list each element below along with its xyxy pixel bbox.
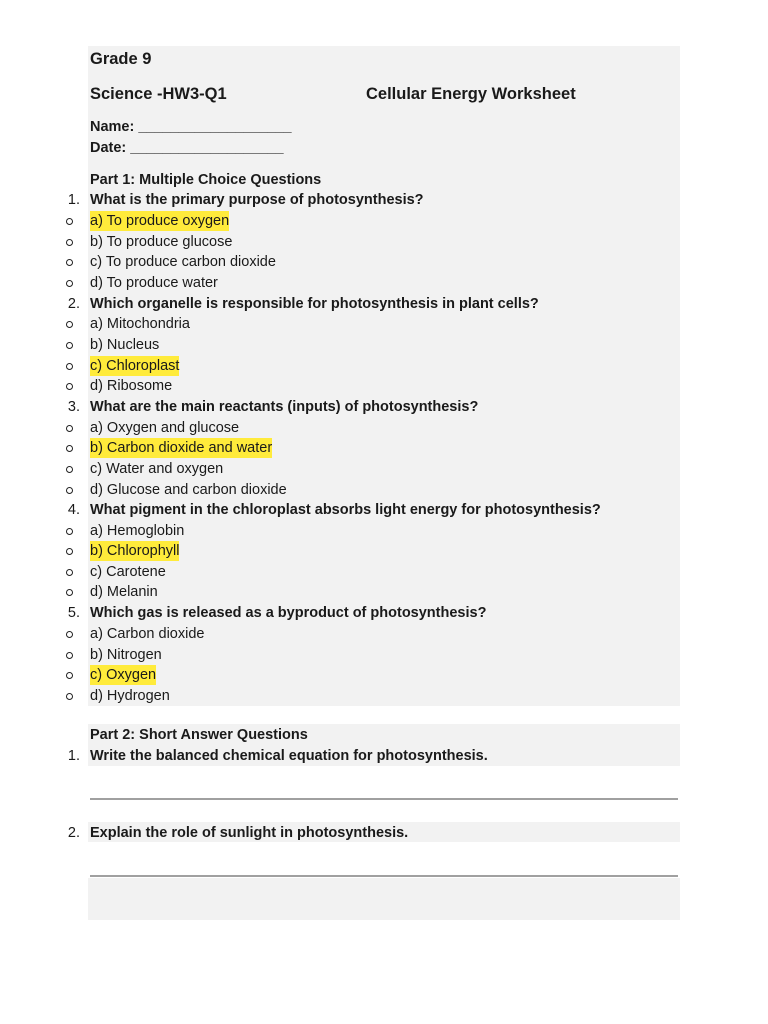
answer-option: b) Nucleus <box>90 337 160 353</box>
answer-option: d) Melanin <box>90 584 158 600</box>
answer-option-highlighted: c) Oxygen <box>90 667 157 683</box>
part2-title: Part 2: Short Answer Questions <box>90 727 308 743</box>
question-text: Write the balanced chemical equation for photosynthesis. <box>90 748 488 764</box>
bullet-icon <box>66 445 73 452</box>
bullet-icon <box>66 672 73 679</box>
bullet-icon <box>66 259 73 266</box>
answer-line[interactable] <box>90 875 678 877</box>
date-field-label: Date: ___________________ <box>90 140 284 156</box>
bullet-icon <box>66 321 73 328</box>
question-number: 4. <box>67 502 80 518</box>
bullet-icon <box>66 589 73 596</box>
name-field-label: Name: ___________________ <box>90 119 292 135</box>
bullet-icon <box>66 218 73 225</box>
grade-label: Grade 9 <box>90 50 152 68</box>
answer-option-highlighted: a) To produce oxygen <box>90 213 230 229</box>
answer-option: a) Oxygen and glucose <box>90 420 240 436</box>
question-number: 3. <box>67 399 80 415</box>
question-text: What pigment in the chloroplast absorbs light energy for photosynthesis? <box>90 502 601 518</box>
answer-option: b) Nitrogen <box>90 647 162 663</box>
question-text: What are the main reactants (inputs) of photosynthesis? <box>90 399 479 415</box>
bullet-icon <box>66 425 73 432</box>
answer-option-highlighted: b) Chlorophyll <box>90 543 180 559</box>
answer-option: c) Water and oxygen <box>90 461 224 477</box>
question-number: 5. <box>67 605 80 621</box>
answer-option: d) Glucose and carbon dioxide <box>90 482 287 498</box>
bullet-icon <box>66 631 73 638</box>
answer-option: a) Mitochondria <box>90 316 190 332</box>
bullet-icon <box>66 652 73 659</box>
answer-option: c) To produce carbon dioxide <box>90 254 276 270</box>
answer-option-highlighted: c) Chloroplast <box>90 358 180 374</box>
answer-option-highlighted: b) Carbon dioxide and water <box>90 440 273 456</box>
answer-option: c) Carotene <box>90 564 166 580</box>
bullet-icon <box>66 383 73 390</box>
part2-answer-shading <box>88 878 680 920</box>
question-number: 1. <box>67 748 80 764</box>
question-text: Which gas is released as a byproduct of photosynthesis? <box>90 605 487 621</box>
bullet-icon <box>66 569 73 576</box>
answer-option: a) Hemoglobin <box>90 523 185 539</box>
question-number: 2. <box>67 825 80 841</box>
bullet-icon <box>66 466 73 473</box>
part1-title: Part 1: Multiple Choice Questions <box>90 172 322 188</box>
bullet-icon <box>66 693 73 700</box>
question-text: Explain the role of sunlight in photosynthesis. <box>90 825 409 841</box>
answer-option: a) Carbon dioxide <box>90 626 205 642</box>
question-number: 1. <box>67 192 80 208</box>
bullet-icon <box>66 548 73 555</box>
question-text: What is the primary purpose of photosynthesis? <box>90 192 424 208</box>
answer-option: d) To produce water <box>90 275 218 291</box>
bullet-icon <box>66 528 73 535</box>
bullet-icon <box>66 280 73 287</box>
answer-option: d) Ribosome <box>90 378 173 394</box>
answer-line[interactable] <box>90 798 678 800</box>
answer-option: b) To produce glucose <box>90 234 233 250</box>
bullet-icon <box>66 363 73 370</box>
question-text: Which organelle is responsible for photosynthesis in plant cells? <box>90 296 539 312</box>
bullet-icon <box>66 239 73 246</box>
bullet-icon <box>66 487 73 494</box>
worksheet-title: Cellular Energy Worksheet <box>366 85 576 103</box>
course-label: Science -HW3-Q1 <box>90 85 227 103</box>
question-number: 2. <box>67 296 80 312</box>
bullet-icon <box>66 342 73 349</box>
answer-option: d) Hydrogen <box>90 688 170 704</box>
